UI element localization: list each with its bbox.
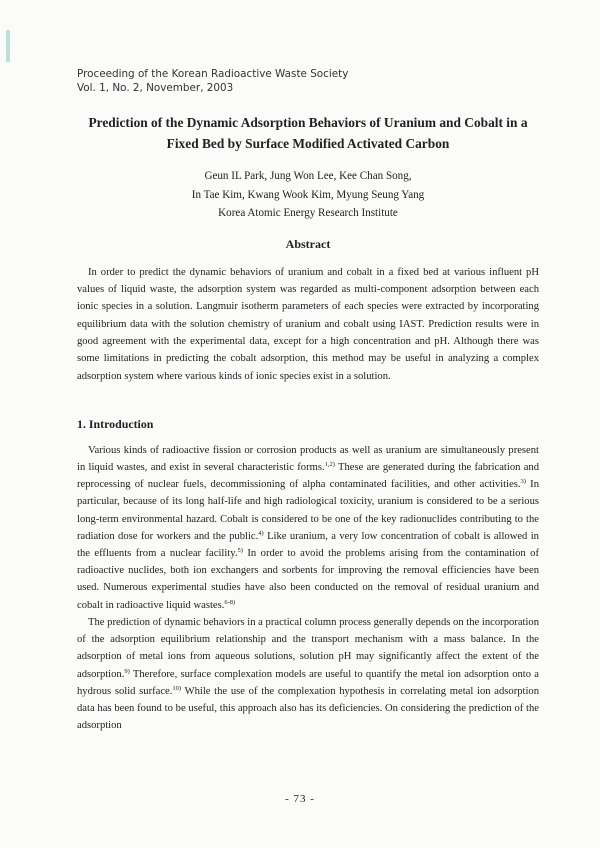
edge-color-mark: [6, 30, 10, 62]
citation: 4): [258, 529, 264, 537]
abstract-text: In order to predict the dynamic behaviors of uranium and cobalt in a fixed bed at various influent pH values of liquid waste, the adsorption system was regarded as multi-component adsorption between each ionic species in a solution. Langmuir isotherm parameters of each species were extracted by incorporating equilibrium data with the solution chemistry of uranium and cobalt using IAST. Prediction results were in good agreement with the experimental data, except for a high concentration and pH. Although there was some limitations in predicting the cobalt adsorption, this method may be useful in analyzing a complex adsorption system where various kinds of ionic species exist in a solution.: [77, 266, 539, 382]
text-run: In order to avoid the problems arising from the contamination of radioactive nuclides, both ion exchangers and sorbents for improving the removal efficiencies have been used. Numerous experimental studies have also been conducted on the removal of residual uranium and cobalt in radioactive liquid wastes.: [77, 548, 540, 611]
author-block: [77, 167, 539, 223]
citation: 3): [520, 478, 526, 486]
section-heading-introduction: 1. Introduction: [77, 416, 154, 431]
page-number: - 73 -: [285, 793, 315, 805]
text-run: In particular, because of its long half-life and high radiological toxicity, uranium is considered to be a serious long-term environmental hazard. Cobalt is considered to be one of the key radionuclides contributing to the radiation dose for workers and the public.: [77, 479, 539, 542]
author-line-2: In Tae Kim, Kwang Wook Kim, Myung Seung Yang: [191, 188, 425, 201]
proceeding-header: [77, 68, 539, 95]
proceeding-name: Proceeding of the Korean Radioactive Waste Society: [77, 68, 349, 80]
citation: 9): [124, 667, 130, 675]
affiliation: Korea Atomic Energy Research Institute: [218, 207, 398, 220]
text-run: Therefore, surface complexation models are useful to quantify the metal ion adsorption onto a hydrous solid surface.: [77, 668, 539, 697]
author-line-1: Geun IL Park, Jung Won Lee, Kee Chan Song,: [204, 170, 412, 182]
text-run: These are generated during the fabrication and reprocessing of nuclear fuels, decommissioning of alpha contaminated facilities, and other activities.: [77, 462, 540, 491]
volume-info: Vol. 1, No. 2, November, 2003: [77, 81, 234, 94]
abstract-heading: Abstract: [285, 236, 331, 251]
text-run: While the use of the complexation hypothesis in correlating metal ion adsorption data has been found to be useful, this approach also has its deficiencies. On considering the prediction of the adsorption: [77, 685, 539, 732]
paper-title: Prediction of the Dynamic Adsorption Behaviors of Uranium and Cobalt in a Fixed Bed by Surface Modified Activated Carbon: [88, 115, 528, 151]
citation: 6-8): [224, 598, 236, 606]
citation: 5): [237, 547, 243, 555]
intro-paragraph-2: [77, 614, 539, 734]
citation: 1,2): [324, 461, 335, 469]
paper-page: [77, 68, 539, 734]
text-run: The prediction of dynamic behaviors in a practical column process generally depends on the incorporation of the adsorption equilibrium relationship and the transport mechanism with a mass balance. In the adsorption of metal ions from aqueous solutions, solution pH may significantly affect the extent of the adsorption.: [77, 616, 539, 680]
citation: 10): [172, 684, 182, 692]
text-run: Like uranium, a very low concentration of cobalt is allowed in the effluents from a nuclear facility.: [77, 530, 539, 560]
intro-paragraph-1: [77, 442, 539, 614]
text-run: Various kinds of radioactive fission or corrosion products as well as uranium are simultaneously present in liquid wastes, and exist in several characteristic forms.: [77, 444, 539, 474]
